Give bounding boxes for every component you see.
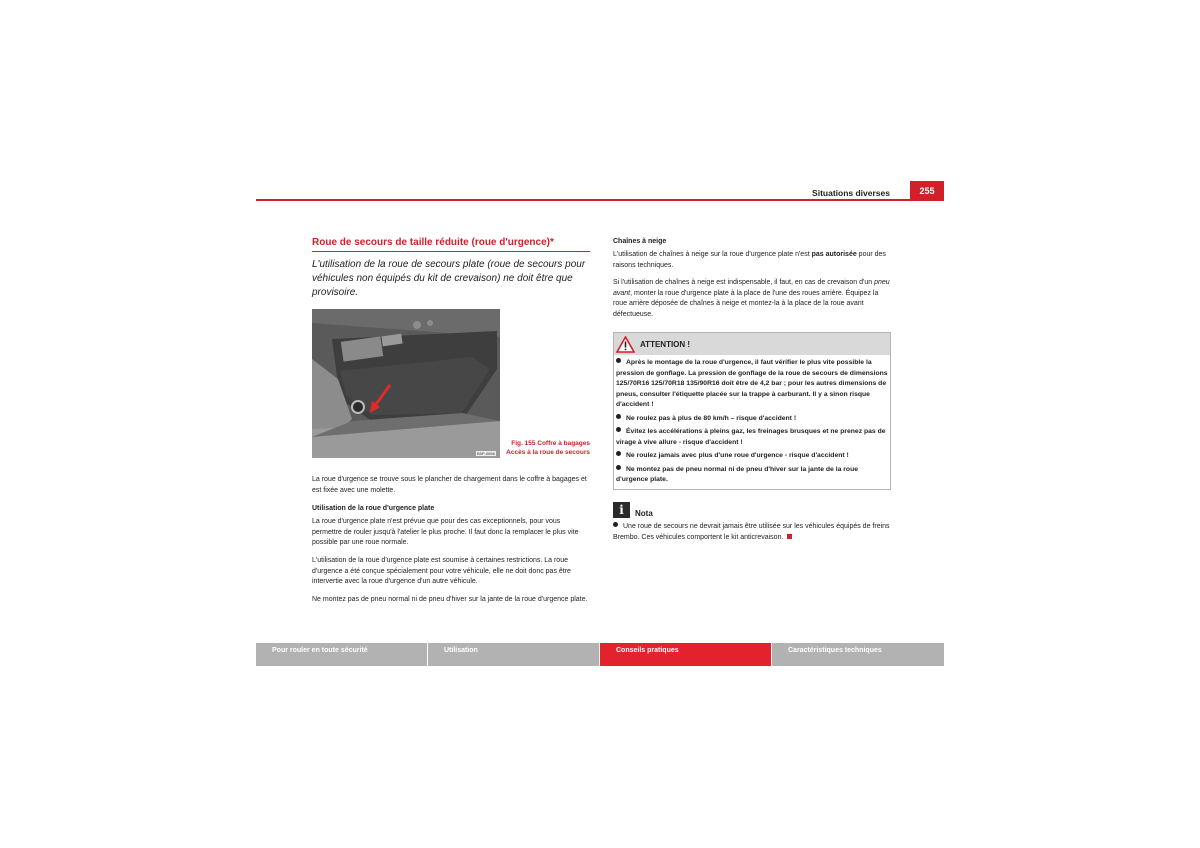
paragraph-no-normal-tyre: Ne montez pas de pneu normal ni de pneu d'hiver sur la jante de la roue d'urgence plate.: [312, 596, 588, 603]
end-of-section-icon: [787, 534, 792, 539]
tab-practical-tips[interactable]: Conseils pratiques: [600, 643, 771, 666]
header-rule: [256, 199, 944, 201]
trunk-illustration: [312, 309, 500, 458]
running-header: Situations diverses: [812, 188, 890, 198]
warning-item: [616, 465, 888, 486]
subheading-usage: Utilisation de la roue d'urgence plate: [312, 505, 435, 512]
title-rule: [312, 251, 590, 252]
warning-item-text: Évitez les accélérations à pleins gaz, les freinages brusques et ne prenez pas de virage à vive allure - risque d'accident !: [616, 428, 886, 446]
warning-title: ATTENTION !: [640, 340, 691, 349]
tab-safety[interactable]: Pour rouler en toute sécurité: [256, 643, 427, 666]
warning-item-text: Après le montage de la roue d'urgence, il faut vérifier le plus vite possible la pression de gonflage. La pression de gonflage de la roue de secours de dimensions 125/70R16 125/70R18 135/90R16 doit être de 4,2 bar ; pour les autres dimensions de pneus, consulter l'étiquette placée sur la trappe à carburant. Il y a sinon risque d'accident !: [616, 359, 888, 408]
note-text: Une roue de secours ne devrait jamais être utilisée sur les véhicules équipés de freins Brembo. Ces véhicules comportent le kit anticrevaison.: [613, 523, 890, 541]
bullet-icon: [613, 522, 618, 527]
intro-paragraph: L'utilisation de la roue de secours plate (roue de secours pour véhicules non équipés du kit de crevaison) ne doit être que provisoire.: [312, 259, 586, 298]
figure-caption: [503, 439, 590, 457]
warning-list: [616, 358, 888, 489]
note-title: Nota: [635, 509, 653, 518]
subheading-snow-chains: Chaînes à neige: [613, 238, 667, 245]
paragraph-usage: La roue d'urgence plate n'est prévue que pour des cas exceptionnels, pour vous permettre de rouler jusqu'à l'atelier le plus proche. Il faut donc la remplacer le plus vite possible par une roue normale.: [312, 518, 579, 546]
bullet-icon: [616, 451, 621, 456]
p5-text-a: L'utilisation de chaînes à neige sur la roue d'urgence plate n'est: [613, 251, 812, 258]
p6-text-b: , monter la roue d'urgence plate à la place de l'une des roues arrière. Équipez la roue arrière déposée de chaînes à neige et montez-la à la place de la roue avant défectueuse.: [613, 289, 879, 318]
paragraph-chains-not-allowed: [613, 250, 891, 271]
p6-text-a: Si l'utilisation de chaînes à neige est indispensable, il faut, en cas de crevaison d'un: [613, 279, 875, 286]
p6-italic: pneu avant: [613, 279, 890, 297]
warning-item-text: Ne montez pas de pneu normal ni de pneu d'hiver sur la jante de la roue d'urgence plate.: [616, 465, 859, 483]
figure-trunk-photo: [312, 309, 500, 458]
warning-item: [616, 451, 888, 462]
warning-item-text: Ne roulez jamais avec plus d'une roue d'urgence - risque d'accident !: [626, 452, 849, 459]
page-number: [910, 181, 944, 200]
note-item: [613, 522, 893, 543]
warning-item: [616, 358, 888, 411]
warning-triangle-icon: [616, 336, 635, 353]
tab-usage[interactable]: Utilisation: [428, 643, 599, 666]
tab-technical-data[interactable]: Caractéristiques techniques: [772, 643, 944, 666]
paragraph-restrictions: L'utilisation de la roue d'urgence plate est soumise à certaines restrictions. La roue d'urgence a été conçue spécialement pour votre véhicule, elle ne doit donc pas être intervertie avec la roue d'urgence d'un autre véhicule.: [312, 557, 571, 585]
p5-text-b: pour des raisons techniques.: [613, 251, 886, 269]
bullet-icon: [616, 465, 621, 470]
figure-code: B5P-0656: [477, 451, 495, 456]
warning-item: [616, 414, 888, 425]
paragraph-location: La roue d'urgence se trouve sous le plancher de chargement dans le coffre à bagages et est fixée avec une molette.: [312, 476, 587, 494]
figure-caption-line2: Accès à la roue de secours: [506, 449, 590, 456]
warning-item-text: Ne roulez pas à plus de 80 km/h – risque d'accident !: [626, 414, 797, 422]
bullet-icon: [616, 414, 621, 419]
figure-caption-line1: Fig. 155 Coffre à bagages: [511, 440, 590, 447]
section-title: Roue de secours de taille réduite (roue d'urgence)*: [312, 237, 554, 248]
page-number-text: 255: [919, 185, 935, 196]
info-icon: i: [613, 502, 630, 518]
bullet-icon: [616, 358, 621, 363]
paragraph-chains-procedure: [613, 278, 891, 320]
bullet-icon: [616, 427, 621, 432]
warning-item: [616, 427, 888, 448]
p5-bold: pas autorisée: [811, 251, 857, 258]
